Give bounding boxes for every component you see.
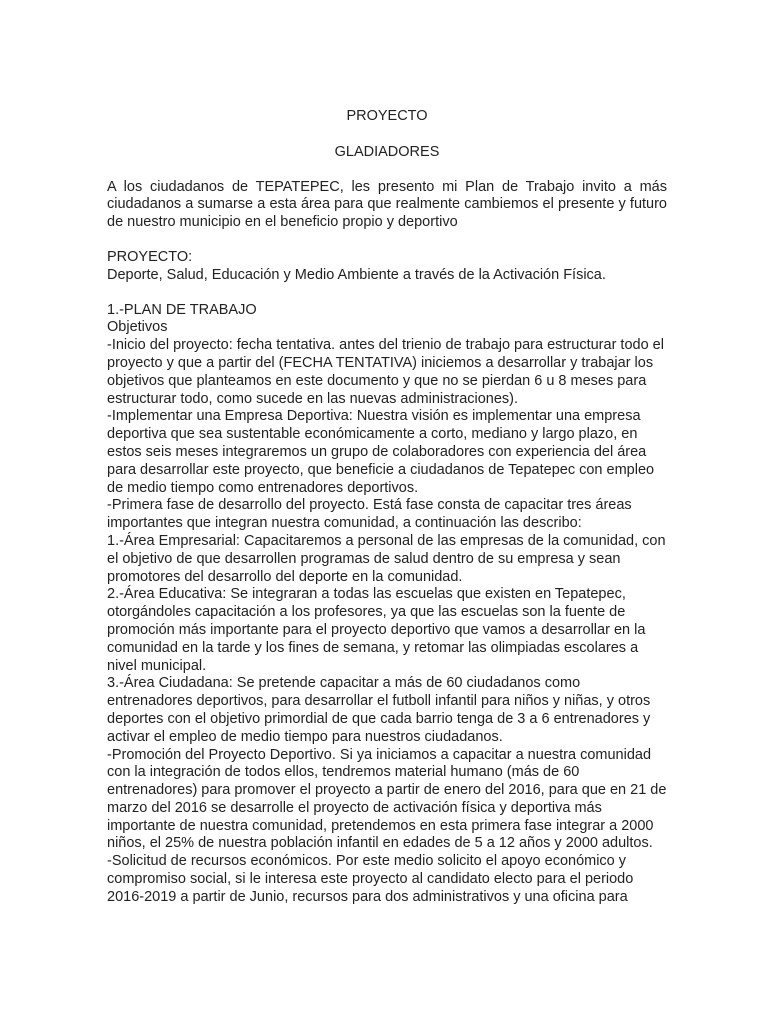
document-page [107,108,667,907]
document-subtitle: GLADIADORES [334,143,440,160]
paragraph-education-area: 2.-Área Educativa: Se integraran a todas las escuelas que existen en Tepatepec, otorgándoles capacitación a los profesores, ya que las escuelas son la fuente de promoción más importante para el proyecto deportivo que vamos a desarrollar en la comunidad en la tarde y los fines de semana, y retomar las olimpiadas escolares a nivel municipal. [107,586,646,674]
project-description: Deporte, Salud, Educación y Medio Ambiente a través de la Activación Física. [107,266,606,283]
paragraph-business-area: 1.-Área Empresarial: Capacitaremos a personal de las empresas de la comunidad, con el objetivo de que desarrollen programas de salud dentro de su empresa y sean promotores del desarrollo del deporte en la comunidad. [107,532,666,585]
paragraph-resources: -Solicitud de recursos económicos. Por este medio solicito el apoyo económico y compromiso social, si le interesa este proyecto al candidato electo para el periodo 2016-2019 a partir de Junio, recursos para dos administrativos y una oficina para [107,853,634,905]
plan-section [107,302,667,907]
paragraph-first-phase: -Primera fase de desarrollo del proyecto. Está fase consta de capacitar tres áreas importantes que integran nuestra comunidad, a continuación las describo: [107,497,632,532]
intro-paragraph: A los ciudadanos de TEPATEPEC, les presento mi Plan de Trabajo invito a más ciudadanos a sumarse a esta área para que realmente cambiemos el presente y futuro de nuestro municipio en el beneficio propio y deportivo [107,178,667,231]
paragraph-start: -Inicio del proyecto: fecha tentativa. antes del trienio de trabajo para estructurar todo el proyecto y que a partir del (FECHA TENTATIVA) iniciemos a desarrollar y trabajar los objetivos que planteamos en este documento y que no se pierdan 6 u 8 meses para estructurar todo, como sucede en las nuevas administraciones). [107,337,664,407]
paragraph-company: -Implementar una Empresa Deportiva: Nuestra visión es implementar una empresa deportiva que sea sustentable económicamente a corto, mediano y largo plazo, en estos seis meses integraremos un grupo de colaboradores con experiencia del área para desarrollar este proyecto, que beneficie a ciudadanos de Tepatepec con empleo de medio tiempo como entrenadores deportivos. [107,408,655,496]
document-title: PROYECTO [346,108,428,124]
project-heading: PROYECTO: [107,248,193,265]
paragraph-citizen-area: 3.-Área Ciudadana: Se pretende capacitar a más de 60 ciudadanos como entrenadores deportivos, para desarrollar el futboll infantil para niños y niñas, y otros deportes con el objetivo primordial de que cada barrio tenga de 3 a 6 entrenadores y activar el empleo de medio tiempo para nuestros ciudadanos. [107,675,651,745]
project-section [107,249,667,285]
plan-heading: 1.-PLAN DE TRABAJO [107,301,257,318]
paragraph-promotion: -Promoción del Proyecto Deportivo. Si ya iniciamos a capacitar a nuestra comunidad con la integración de todos ellos, tendremos material humano (más de 60 entrenadores) para promover el proyecto a partir de enero del 2016, para que en 21 de marzo del 2016 se desarrolle el proyecto de activación física y deportiva más importante de nuestra comunidad, pretendemos en esta primera fase integrar a 2000 niños, el 25% de nuestra población infantil en edades de 5 a 12 años y 2000 adultos. [107,746,667,852]
objectives-heading: Objetivos [107,319,168,336]
